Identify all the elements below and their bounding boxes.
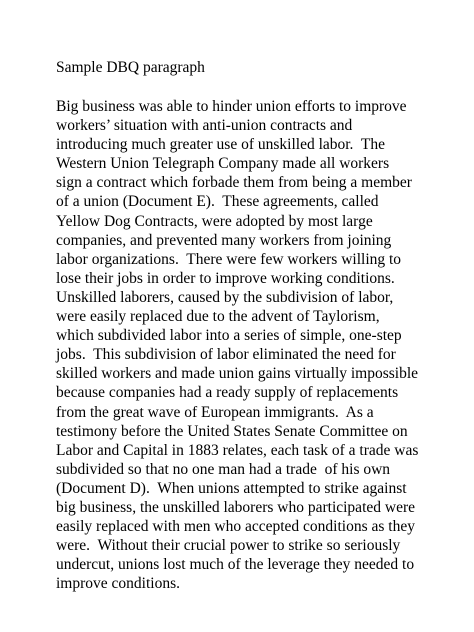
- paragraph-line: easily replaced with men who accepted conditions as they: [56, 518, 415, 536]
- paragraph-line: improve conditions.: [56, 575, 180, 593]
- paragraph-line: Yellow Dog Contracts, were adopted by most large: [56, 212, 373, 230]
- paragraph-line: undercut, unions lost much of the leverage they needed to: [56, 556, 415, 574]
- paragraph-line: Big business was able to hinder union efforts to improve: [56, 98, 407, 115]
- document-title: Sample DBQ paragraph: [56, 59, 205, 76]
- paragraph-line: Western Union Telegraph Company made all workers: [56, 155, 390, 173]
- paragraph-line: of a union (Document E). These agreements, called: [56, 193, 379, 211]
- paragraph-line: were. Without their crucial power to strike so seriously: [56, 537, 401, 555]
- paragraph-line: subdivided so that no one man had a trade of his own: [56, 460, 391, 478]
- paragraph-line: jobs. This subdivision of labor eliminated the need for: [56, 346, 396, 364]
- paragraph-line: from the great wave of European immigrants. As a: [56, 403, 374, 421]
- paragraph-line: were easily replaced due to the advent of Taylorism,: [56, 308, 380, 326]
- paragraph-line: Unskilled laborers, caused by the subdivision of labor,: [56, 288, 394, 306]
- paragraph-line: labor organizations. There were few workers willing to: [56, 250, 402, 268]
- paragraph-line: (Document D). When unions attempted to strike against: [56, 479, 407, 497]
- paragraph-line: workers’ situation with anti-union contracts and: [56, 117, 353, 135]
- paragraph-line: sign a contract which forbade them from being a member: [56, 174, 412, 192]
- document-paragraph: [56, 97, 418, 593]
- paragraph-line: big business, the unskilled laborers who participated were: [56, 498, 415, 516]
- paragraph-line: because companies had a ready supply of replacements: [56, 384, 399, 402]
- paragraph-line: lose their jobs in order to improve working conditions.: [56, 269, 395, 287]
- paragraph-line: companies, and prevented many workers from joining: [56, 231, 392, 249]
- paragraph-line: Labor and Capital in 1883 relates, each task of a trade was: [56, 441, 419, 459]
- paragraph-line: testimony before the United States Senate Committee on: [56, 422, 408, 440]
- paragraph-line: which subdivided labor into a series of simple, one-step: [56, 327, 402, 345]
- paragraph-line: introducing much greater use of unskilled labor. The: [56, 136, 386, 154]
- paragraph-line: skilled workers and made union gains virtually impossible: [56, 365, 419, 383]
